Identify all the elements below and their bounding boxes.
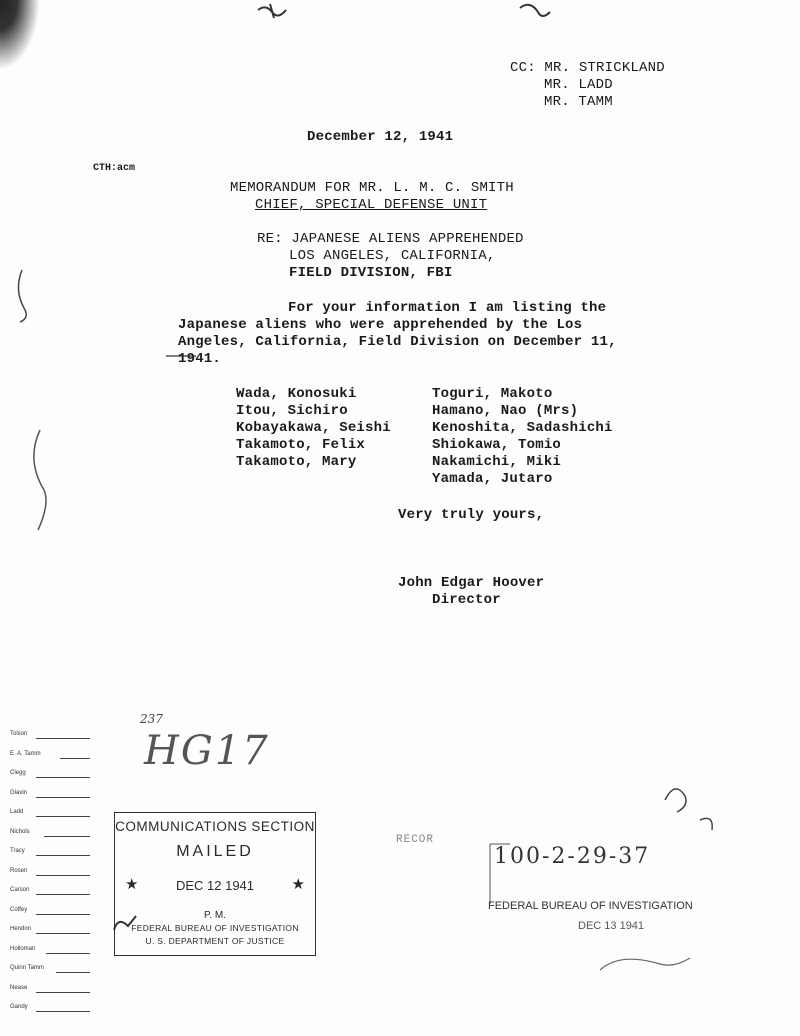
cc-recipient: MR. TAMM xyxy=(544,94,613,110)
alien-name: Wada, Konosuki xyxy=(236,386,357,402)
body-line: Angeles, California, Field Division on December 11, xyxy=(178,334,617,350)
routing-name: Quinn Tamm xyxy=(10,965,44,971)
routing-name: Glavin xyxy=(10,789,28,796)
alien-name: Hamano, Nao (Mrs) xyxy=(432,403,579,419)
memo-date: December 12, 1941 xyxy=(307,129,454,145)
routing-name: E. A. Tamm xyxy=(10,750,41,757)
memo-to: MEMORANDUM FOR MR. L. M. C. SMITH xyxy=(230,180,514,196)
alien-name: Shiokawa, Tomio xyxy=(432,437,562,453)
routing-name: Nease xyxy=(10,984,28,991)
star-icon: ★ xyxy=(291,876,305,893)
stamp-date: DEC 12 1941 xyxy=(175,878,255,893)
stamp-line: MAILED xyxy=(176,843,254,860)
alien-name: Takamoto, Mary xyxy=(236,454,357,470)
stamp-time: P. M. xyxy=(203,910,227,921)
routing-name: Carson xyxy=(10,887,30,893)
recorded-label: RECOR xyxy=(396,834,435,846)
handwritten-number: 237 xyxy=(140,712,163,726)
stamp-line: COMMUNICATIONS SECTION xyxy=(115,819,315,834)
body-line: 1941. xyxy=(178,351,222,367)
stamp-date: DEC 13 1941 xyxy=(578,920,645,932)
re-line: LOS ANGELES, CALIFORNIA, xyxy=(289,248,496,264)
routing-name: Coffey xyxy=(10,906,28,913)
closing: Very truly yours, xyxy=(398,507,545,523)
alien-name: Toguri, Makoto xyxy=(432,386,553,402)
routing-name: Tolson xyxy=(10,731,28,737)
alien-name: Takamoto, Felix xyxy=(236,437,366,453)
alien-name: Kobayakawa, Seishi xyxy=(236,420,391,436)
signature-title: Director xyxy=(432,592,501,608)
routing-name: Rosen xyxy=(10,867,28,874)
cc-recipient: MR. STRICKLAND xyxy=(544,60,665,76)
routing-name: Tracy xyxy=(10,848,25,854)
routing-name: Clegg xyxy=(10,770,26,776)
recorded-stamp xyxy=(488,840,718,930)
body-line: Japanese aliens who were apprehended by the Los xyxy=(178,317,583,333)
alien-name: Yamada, Jutaro xyxy=(432,471,553,487)
routing-slip xyxy=(6,728,90,1021)
handwritten-file-mark: HG17 xyxy=(144,728,270,774)
cc-recipient: MR. LADD xyxy=(544,77,613,93)
re-line: FIELD DIVISION, FBI xyxy=(289,265,453,281)
routing-name: Ladd xyxy=(10,809,24,815)
stamp-agency: FEDERAL BUREAU OF INVESTIGATION xyxy=(131,923,299,933)
alien-name: Nakamichi, Miki xyxy=(432,454,562,470)
cc-label: CC: xyxy=(510,60,536,76)
body-line: For your information I am listing the xyxy=(288,300,607,316)
file-number: 100-2-29-37 xyxy=(494,844,651,869)
alien-name: Itou, Sichiro xyxy=(236,403,348,419)
mailed-stamp xyxy=(114,812,316,956)
signature-name: John Edgar Hoover xyxy=(398,575,545,591)
stamp-dept: U. S. DEPARTMENT OF JUSTICE xyxy=(145,936,285,946)
stamp-border xyxy=(488,840,718,930)
alien-name: Kenoshita, Sadashichi xyxy=(432,420,613,436)
routing-name: Hendon xyxy=(10,926,32,932)
star-icon: ★ xyxy=(125,876,139,893)
routing-name: Holloman xyxy=(10,945,36,952)
memo-title: CHIEF, SPECIAL DEFENSE UNIT xyxy=(255,197,488,213)
re-label: RE: xyxy=(257,231,283,247)
routing-name: Nichols xyxy=(10,828,30,835)
re-line: JAPANESE ALIENS APPREHENDED xyxy=(291,231,524,247)
routing-name: Gandy xyxy=(10,1004,28,1010)
typist-initials: CTH:acm xyxy=(93,163,136,174)
stamp-agency: FEDERAL BUREAU OF INVESTIGATION xyxy=(488,900,693,912)
